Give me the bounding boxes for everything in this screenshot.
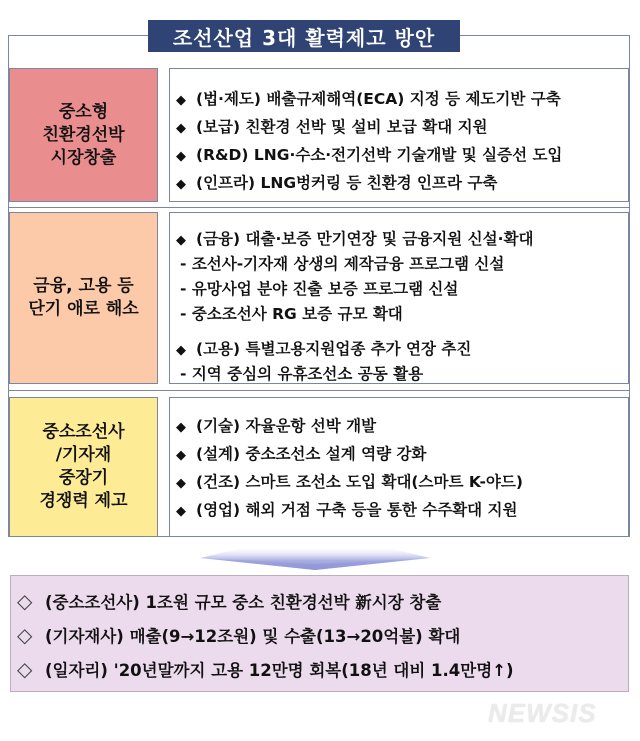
divider <box>9 207 629 208</box>
outcome-item: ◇ (중소조선사) 1조원 규모 중소 친환경선박 新시장 창출 <box>17 584 628 618</box>
list-item: ◆ (기술) 자율운항 선박 개발 <box>176 412 628 440</box>
category-competitiveness <box>9 397 158 537</box>
filled-diamond-icon: ◆ <box>176 233 186 248</box>
filled-diamond-icon: ◆ <box>176 149 186 164</box>
page-title: 조선산업 3대 활력제고 방안 <box>148 20 460 52</box>
filled-diamond-icon: ◆ <box>176 476 186 491</box>
list-item: ◆ (설계) 중소조선소 설계 역량 강화 <box>176 440 628 468</box>
filled-diamond-icon: ◆ <box>176 93 186 108</box>
list-item: ◆ (보급) 친환경 선박 및 설비 보급 확대 지원 <box>176 113 628 141</box>
sub-list-item: - 조선사-기자재 상생의 제작금융 프로그램 신설 <box>180 255 505 273</box>
list-item: ◆ (영업) 해외 거점 구축 등을 통한 수주확대 지원 <box>176 496 628 524</box>
sub-list-item: - 지역 중심의 유휴조선소 공동 활용 <box>180 365 424 383</box>
newsis-watermark: NEWSIS <box>488 698 597 728</box>
hollow-diamond-icon: ◇ <box>17 657 33 681</box>
hollow-diamond-icon: ◇ <box>17 589 33 613</box>
category-line: 친환경선박 <box>42 124 125 145</box>
category-line: 금융, 고용 등 <box>33 276 134 296</box>
content-finance-employment <box>169 212 629 384</box>
filled-diamond-icon: ◆ <box>176 420 186 435</box>
filled-diamond-icon: ◆ <box>176 121 186 136</box>
list-item: ◆ (R&D) LNG·수소·전기선박 기술개발 및 실증선 도입 <box>176 141 628 169</box>
sub-list-item: - 유망사업 분야 진출 보증 프로그램 신설 <box>180 280 459 298</box>
content-eco-ship-market <box>169 68 629 202</box>
category-line: 단기 애로 해소 <box>28 299 139 319</box>
filled-diamond-icon: ◆ <box>176 504 186 519</box>
outcome-item: ◇ (일자리) '20년말까지 고용 12만명 회복(18년 대비 1.4만명↑) <box>17 652 628 686</box>
list-item: ◆ (인프라) LNG벙커링 등 친환경 인프라 구축 <box>176 169 628 197</box>
filled-diamond-icon: ◆ <box>176 448 186 463</box>
sub-list-item: - 중소조선사 RG 보증 규모 확대 <box>180 305 403 323</box>
category-line: 중장기 <box>58 468 109 488</box>
content-competitiveness <box>169 397 629 537</box>
divider <box>9 390 629 391</box>
down-arrow-icon <box>200 544 430 570</box>
filled-diamond-icon: ◆ <box>176 343 186 358</box>
category-line: 중소조선사 <box>42 422 125 442</box>
outcome-item: ◇ (기자재사) 매출(9→12조원) 및 수출(13→20억불) 확대 <box>17 618 628 652</box>
hollow-diamond-icon: ◇ <box>17 623 33 647</box>
category-finance-employment <box>9 212 158 384</box>
list-item: ◆ (고용) 특별고용지원업종 추가 연장 추진 <box>176 337 628 362</box>
list-item: ◆ (건조) 스마트 조선소 도입 확대(스마트 K-야드) <box>176 468 628 496</box>
category-line: 경쟁력 제고 <box>39 491 128 511</box>
category-line: /기자재 <box>55 445 112 465</box>
list-item: ◆ (금융) 대출·보증 만기연장 및 금융지원 신설·확대 <box>176 227 628 252</box>
outcomes-box <box>10 575 629 692</box>
category-eco-ship-market <box>9 68 158 202</box>
filled-diamond-icon: ◆ <box>176 177 186 192</box>
list-item: ◆ (법·제도) 배출규제해역(ECA) 지정 등 제도기반 구축 <box>176 85 628 113</box>
category-line: 중소형 <box>58 101 109 122</box>
category-line: 시장창출 <box>50 147 117 168</box>
